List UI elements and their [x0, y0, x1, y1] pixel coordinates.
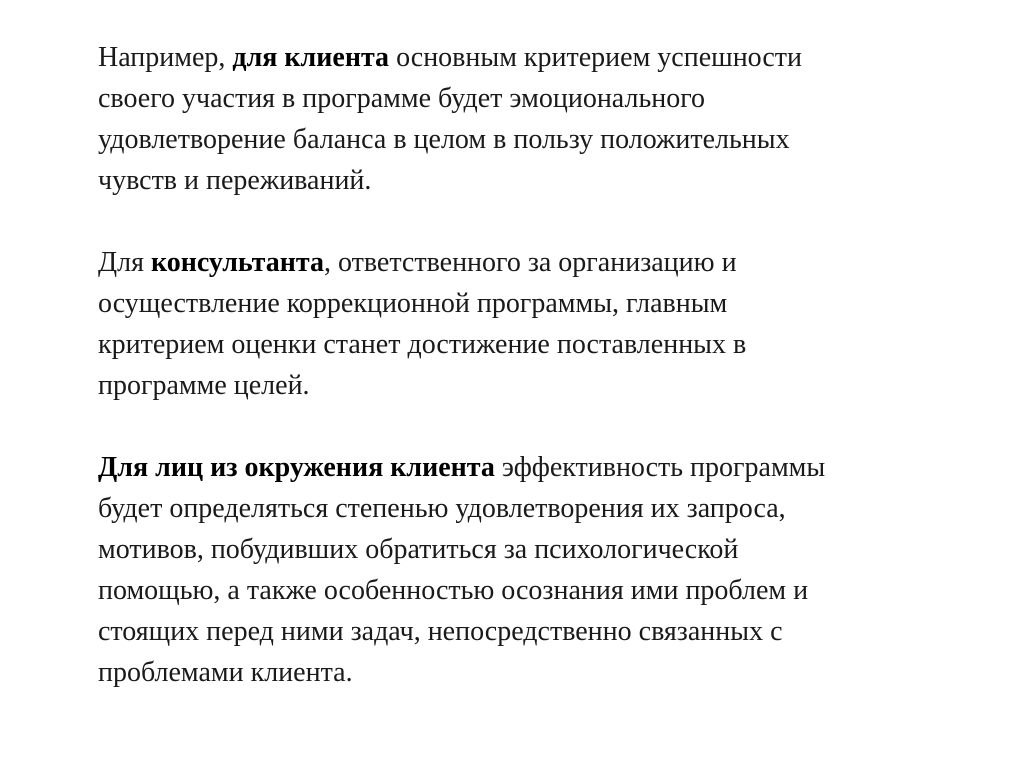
paragraph-consultant [98, 242, 998, 406]
text-line: своего участия в программе будет эмоционального [98, 83, 705, 114]
emphasis-consultant: консультанта [150, 247, 324, 278]
text-line: помощью, а также особенностью осознания ими проблем и [98, 575, 809, 606]
text-line: мотивов, побудивших обратиться за психологической [98, 534, 739, 565]
paragraph-client [98, 37, 998, 201]
paragraph-spacer [98, 201, 998, 242]
text-line: Для консультанта, ответственного за организацию и [98, 247, 737, 278]
slide-text [98, 37, 998, 693]
paragraph-environment [98, 447, 998, 693]
text-line: стоящих перед ними задач, непосредственно связанных с [98, 616, 783, 647]
text-line: чувств и переживаний. [98, 165, 372, 196]
text-line: осуществление коррекционной программы, главным [98, 288, 728, 319]
text-line: критерием оценки станет достижение поставленных в [98, 329, 747, 360]
text-line: проблемами клиента. [98, 657, 353, 688]
text-line: удовлетворение баланса в целом в пользу положительных [98, 124, 790, 155]
emphasis-client: для клиента [232, 42, 390, 73]
text-line: программе целей. [98, 370, 310, 401]
emphasis-environment: Для лиц из окружения клиента [98, 452, 495, 483]
text-line: будет определяться степенью удовлетворения их запроса, [98, 493, 786, 524]
paragraph-spacer [98, 406, 998, 447]
text-line: Для лиц из окружения клиента эффективность программы [98, 452, 826, 483]
text-line: Например, для клиента основным критерием успешности [98, 42, 803, 73]
